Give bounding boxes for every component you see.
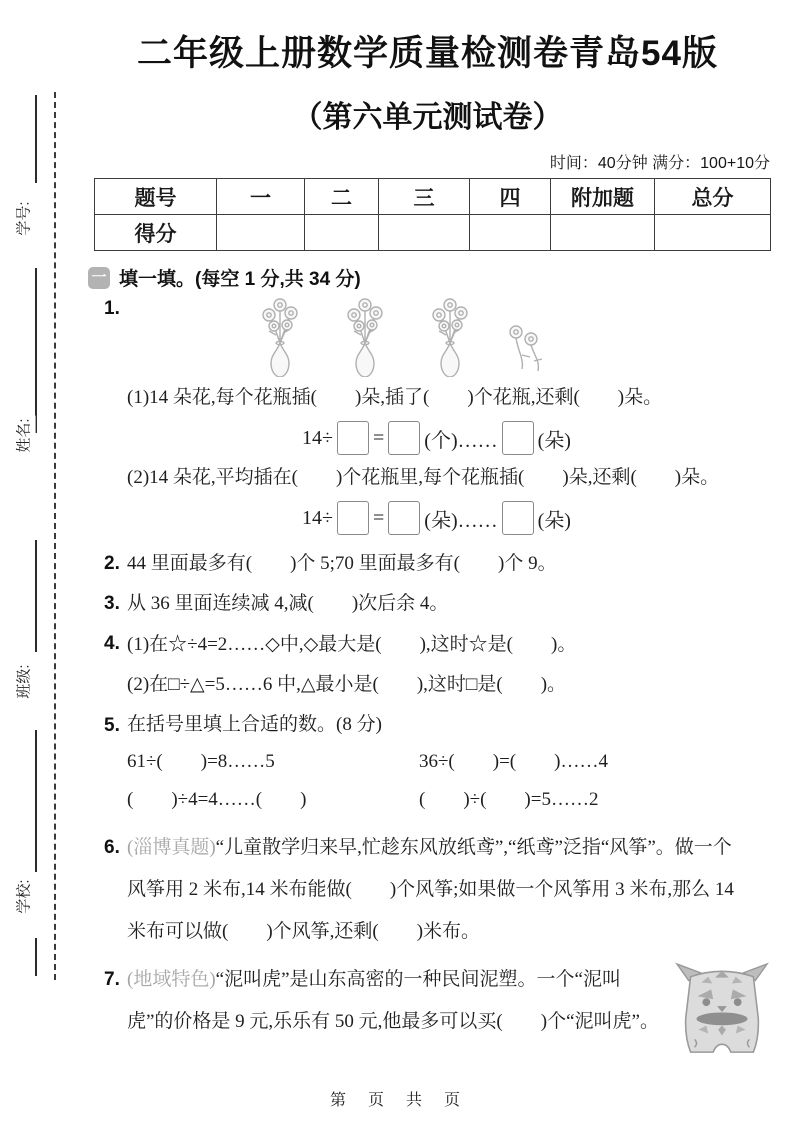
student-field-label: 学校: xyxy=(2,866,44,926)
source-tag: (地域特色) xyxy=(127,969,216,990)
score-header-cell: 总分 xyxy=(655,179,771,215)
section-title: 填一填。(每空 1 分,共 34 分) xyxy=(119,269,361,290)
question-5 xyxy=(104,707,747,819)
score-table-score-row xyxy=(95,215,771,251)
answer-box xyxy=(388,501,420,535)
question-text: 在括号里填上合适的数。(8 分) xyxy=(127,714,382,735)
question-7 xyxy=(104,959,775,1043)
section-one-badge-icon: 一 xyxy=(88,267,110,289)
write-line xyxy=(35,730,37,872)
question-1-header xyxy=(104,297,793,379)
question-2 xyxy=(104,545,747,583)
score-header-cell: 三 xyxy=(379,179,470,215)
question-text: (1)14 朵花,每个花瓶插( )朵,插了( )个花瓶,还剩( )朵。 xyxy=(127,387,663,408)
page-subtitle: （第六单元测试卷） xyxy=(292,101,563,134)
question-5-equations xyxy=(127,743,747,819)
score-row-label-cell: 得分 xyxy=(95,215,217,251)
score-blank-cell xyxy=(470,215,551,251)
question-text: 从 36 里面连续减 4,减( )次后余 4。 xyxy=(127,593,449,614)
question-number: 5. xyxy=(104,715,120,736)
page-footer: 第 页 共 页 xyxy=(329,1092,463,1109)
page-title: 二年级上册数学质量检测卷青岛54版 xyxy=(137,34,718,73)
answer-box xyxy=(502,421,534,455)
question-4 xyxy=(104,625,747,705)
question-1-part-2 xyxy=(104,459,747,497)
score-blank-cell xyxy=(551,215,655,251)
equation-text: (朵) xyxy=(537,429,571,452)
equation-text: (个)…… xyxy=(424,429,498,452)
question-text: (2)在□÷△=5……6 中,△最小是( ),这时□是( )。 xyxy=(127,674,567,695)
equation-text: (朵) xyxy=(537,509,571,532)
equation-text: 14÷ xyxy=(302,426,334,449)
question-text: (地域特色)“泥叫虎”是山东高密的一种民间泥塑。一个“泥叫虎”的价格是 9 元,乐乐有 50 元,他最多可以买( )个“泥叫虎”。 xyxy=(127,969,659,1032)
answer-box xyxy=(337,421,369,455)
cut-dashed-line xyxy=(54,92,56,980)
equation-blank: ( )÷4=4……( ) xyxy=(127,789,307,810)
score-header-cell: 四 xyxy=(470,179,551,215)
equation-text: (朵)…… xyxy=(424,509,498,532)
score-table xyxy=(94,178,771,251)
question-number: 3. xyxy=(104,593,120,614)
score-blank-cell xyxy=(305,215,379,251)
student-field-label: 姓名: xyxy=(2,405,44,465)
equation-blank: 61÷( )=8……5 xyxy=(127,751,275,772)
equation-text: = xyxy=(373,506,385,529)
answer-box xyxy=(502,501,534,535)
question-number: 6. xyxy=(104,837,120,858)
question-number: 4. xyxy=(104,633,120,654)
equation-blank: 36÷( )=( )……4 xyxy=(419,751,608,772)
question-number: 7. xyxy=(104,969,120,990)
student-field-label: 班级: xyxy=(2,651,44,711)
write-line xyxy=(35,938,37,976)
score-header-cell: 附加题 xyxy=(551,179,655,215)
answer-box xyxy=(388,421,420,455)
student-field-label: 学号: xyxy=(2,188,44,248)
exam-meta: 时间：40分钟 满分：100+10分 xyxy=(549,155,770,172)
question-3 xyxy=(104,585,747,623)
score-blank-cell xyxy=(655,215,771,251)
clay-tiger-illustration xyxy=(669,961,775,1059)
question-1-equation-1 xyxy=(104,419,769,457)
question-6 xyxy=(104,827,747,953)
score-header-cell: 题号 xyxy=(95,179,217,215)
question-1 xyxy=(104,379,747,417)
write-line xyxy=(35,540,37,652)
equation-blank: ( )÷( )=5……2 xyxy=(419,789,599,810)
student-info-margin xyxy=(0,0,60,1122)
flower-vases-illustration xyxy=(232,297,552,377)
source-tag: (淄博真题) xyxy=(127,837,216,858)
question-number: 2. xyxy=(104,553,120,574)
equation-text: 14÷ xyxy=(302,506,334,529)
question-text: 44 里面最多有( )个 5;70 里面最多有( )个 9。 xyxy=(127,553,557,574)
score-header-cell: 二 xyxy=(305,179,379,215)
question-1-equation-2 xyxy=(104,499,769,537)
write-line xyxy=(35,95,37,183)
score-table-header-row xyxy=(95,179,771,215)
question-text: (淄博真题)“儿童散学归来早,忙趁东风放纸鸢”,“纸鸢”泛指“风筝”。做一个风筝用 2 米布,14 米布能做( )个风筝;如果做一个风筝用 3 米布,那么 14 米布可以做( )个风筝,还剩( )米布。 xyxy=(127,837,734,942)
score-header-cell: 一 xyxy=(217,179,305,215)
section-one-header xyxy=(88,264,793,291)
score-blank-cell xyxy=(379,215,470,251)
answer-box xyxy=(337,501,369,535)
equation-text: = xyxy=(373,426,385,449)
score-blank-cell xyxy=(217,215,305,251)
question-number: 1. xyxy=(104,298,120,319)
question-text: (2)14 朵花,平均插在( )个花瓶里,每个花瓶插( )朵,还剩( )朵。 xyxy=(127,467,720,488)
exam-content xyxy=(62,26,793,1043)
question-text: (1)在☆÷4=2……◇中,◇最大是( ),这时☆是( )。 xyxy=(127,634,577,655)
